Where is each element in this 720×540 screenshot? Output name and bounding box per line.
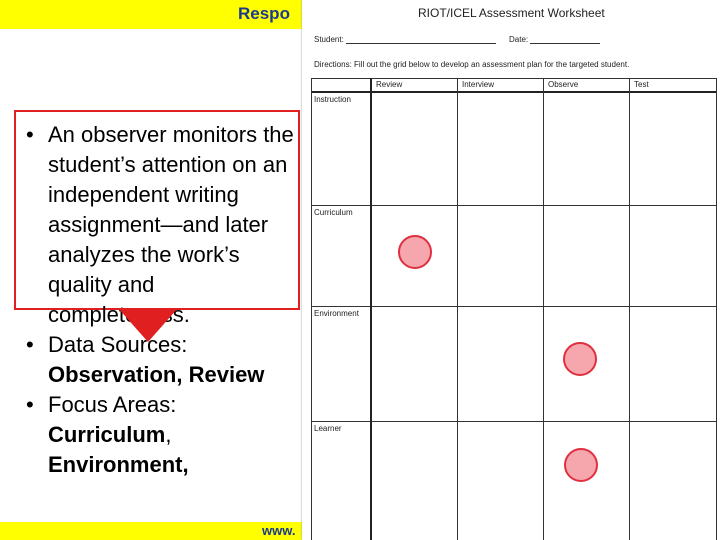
riot-icel-worksheet — [302, 0, 720, 540]
bullet-list — [22, 120, 294, 480]
focus-area-separator: , — [165, 422, 172, 447]
column-header-test: Test — [629, 78, 717, 92]
date-label: Date: — [509, 35, 529, 44]
focus-areas-label: Focus Areas: — [48, 392, 177, 417]
marker-learner-observe — [564, 448, 598, 482]
worksheet-directions: Directions: Fill out the grid below to develop an assessment plan for the targeted student. — [314, 60, 630, 69]
date-field — [509, 35, 600, 44]
worksheet-title: RIOT/ICEL Assessment Worksheet — [418, 6, 605, 20]
assessment-grid — [311, 78, 717, 540]
row-label-curriculum: Curriculum — [314, 208, 353, 217]
row-label-instruction: Instruction — [314, 95, 351, 104]
footer-url: www. — [262, 523, 296, 538]
student-field — [314, 35, 496, 44]
column-header-interview: Interview — [457, 78, 543, 92]
marker-environment-observe — [563, 342, 597, 376]
slide-title: Respo — [238, 4, 290, 23]
grid-line — [629, 78, 630, 540]
column-header-observe: Observe — [543, 78, 629, 92]
grid-line — [370, 78, 372, 540]
date-line — [530, 35, 600, 44]
grid-line — [311, 78, 312, 540]
student-label: Student: — [314, 35, 344, 44]
grid-line — [543, 78, 544, 540]
focus-area-curriculum: Curriculum — [48, 422, 166, 447]
marker-curriculum-review — [398, 235, 432, 269]
row-label-learner: Learner — [314, 424, 342, 433]
bullet-item-focus-areas — [22, 390, 294, 480]
student-line — [346, 35, 496, 44]
bullet-item-scenario — [22, 120, 294, 330]
grid-line — [716, 78, 717, 540]
data-sources-label: Data Sources: — [48, 332, 188, 357]
focus-area-environment: Environment, — [48, 452, 189, 477]
column-header-review: Review — [371, 78, 457, 92]
row-label-environment: Environment — [314, 309, 359, 318]
pointer-triangle-icon — [118, 308, 178, 342]
scenario-text: An observer monitors the student’s attention on an independent writing assignment—and later analyzes the work’s quality and completeness. — [48, 122, 294, 327]
data-sources-value: Observation, Review — [48, 362, 265, 387]
grid-line — [457, 78, 458, 540]
